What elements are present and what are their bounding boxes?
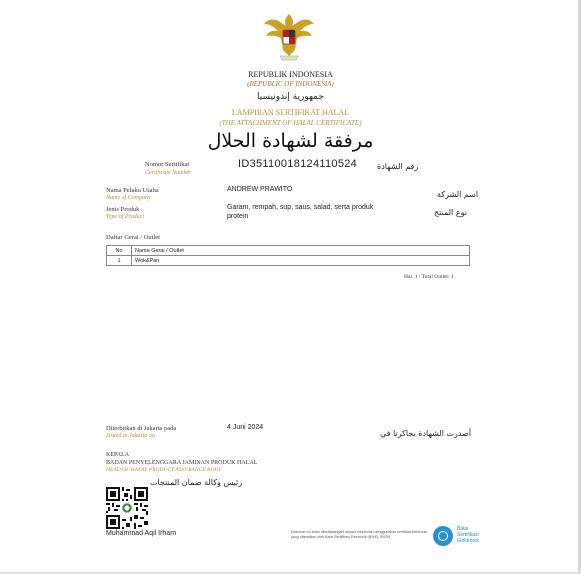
issued-date: 4 Juni 2024 <box>227 424 264 431</box>
bsre-logo-icon <box>433 526 453 546</box>
company-label-ar: اسم الشركة <box>437 190 479 199</box>
electronic-signature-note: Dokumen ini telah ditandatangani secara elektronik menggunakan sertifikat elektronik yang diterbitkan oleh Balai Sertifikasi Elektronik (BSrE), BSSN <box>291 530 428 539</box>
bsre-logo-text: Balai Sertifikasi Elektronik <box>457 526 479 544</box>
table-row <box>107 256 470 266</box>
company-label: Nama Pelaku Usaha <box>106 187 159 194</box>
republic-title: REPUBLIK INDONESIA <box>248 70 333 79</box>
outlet-table-header <box>107 246 470 256</box>
issued-label: Diterbitkan di Jakarta pada <box>106 425 177 432</box>
certificate-number: ID35110018124110524 <box>238 158 358 170</box>
certificate-number-label-ar: رقم الشهادة <box>377 162 419 171</box>
attachment-title-ar: مرفقة لشهادة الحلال <box>207 130 374 152</box>
certificate-number-label-en: Certificate Number <box>145 170 192 176</box>
company-label-en: Name of Company <box>106 195 151 201</box>
garuda-emblem-icon <box>262 10 316 66</box>
signatory-body-en: HEAD OF HALAL PRODUCT ASSURANCE BODY <box>106 467 222 473</box>
outlet-header-no: No <box>107 246 132 256</box>
outlet-page-info: Hal. 1 / Total Outlet: 1 <box>404 274 454 280</box>
certificate-number-label: Nomor Sertifikat <box>145 161 190 168</box>
qr-code-icon <box>106 487 148 529</box>
outlet-section-label: Daftar Gerai / Outlet <box>106 234 160 241</box>
signatory-name: Muhammad Aqil Irham <box>106 530 177 537</box>
company-value: ANDREW PRAWITO <box>227 186 293 193</box>
signatory-body-ar: رئيس وكالة ضمان المنتجات <box>150 478 243 487</box>
outlet-header-name: Nama Gerai / Outlet <box>132 246 470 256</box>
product-value-line2: protein <box>227 213 249 220</box>
outlet-row-no: 1 <box>107 256 132 266</box>
attachment-title: LAMPIRAN SERTIFIKAT HALAL <box>231 108 350 117</box>
republic-title-ar: جمهورية إندونيسيا <box>257 92 324 102</box>
outlet-row-name: Wok&Pan <box>132 256 470 266</box>
attachment-title-en: (THE ATTACHMENT OF HALAL CERTIFICATE) <box>219 119 362 127</box>
product-value-line1: Garam, rempah, sup, saus, salad, serta produk <box>227 204 374 211</box>
product-label: Jenis Produk <box>106 206 140 213</box>
issued-label-en: Issued in Jakarta on <box>106 433 155 439</box>
republic-title-en: (REPUBLIC OF INDONESIA) <box>247 80 334 88</box>
product-label-en: Type of Product <box>106 214 144 220</box>
issued-label-ar: أصدرت الشهادة بجاكرتا في <box>380 429 472 438</box>
product-label-ar: نوع المنتج <box>434 208 467 217</box>
signatory-title: KEPALA <box>106 452 130 458</box>
outlet-table <box>106 245 470 266</box>
signatory-body: BADAN PENYELENGGARA JAMINAN PRODUK HALAL <box>106 460 258 466</box>
